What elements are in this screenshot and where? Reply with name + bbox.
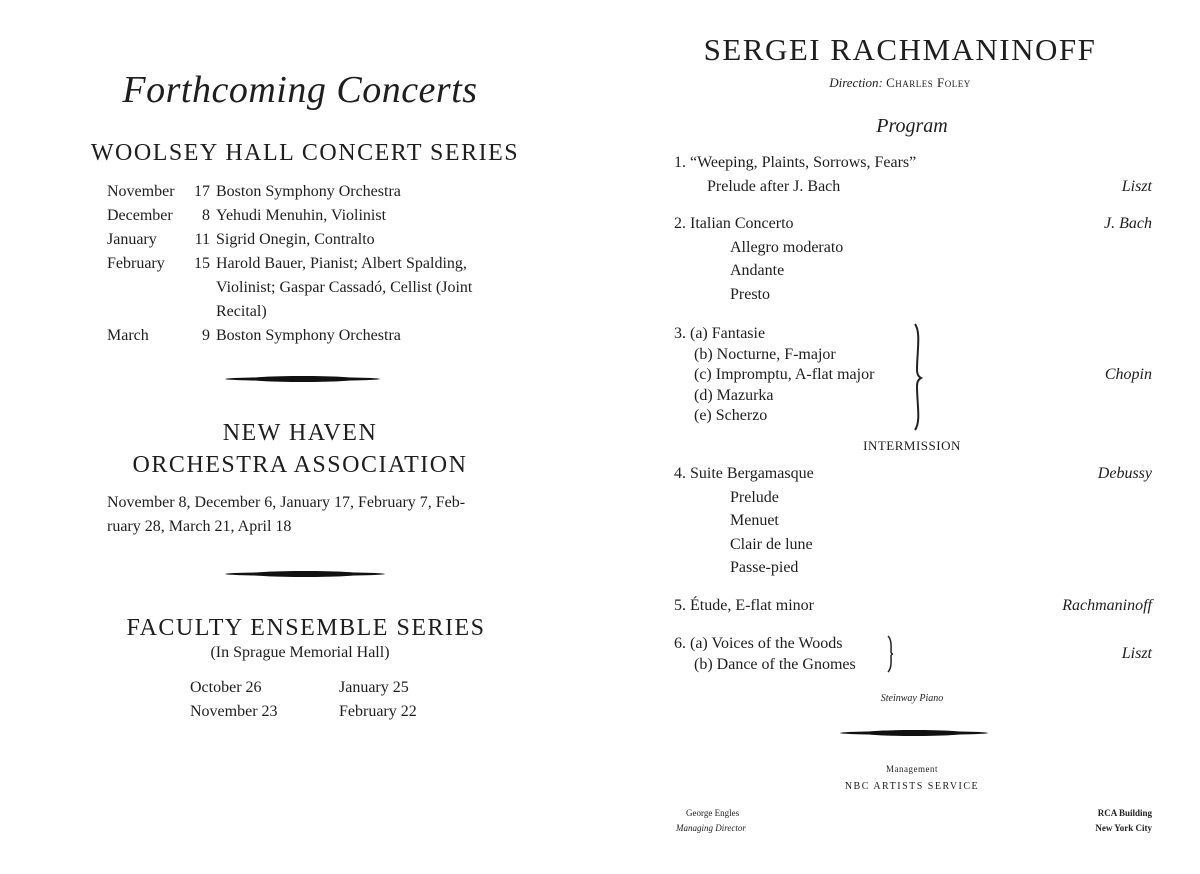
event-description-line: Recital) (216, 303, 267, 320)
faculty-ensemble-heading: FACULTY ENSEMBLE SERIES (126, 615, 486, 641)
woolsey-event (107, 228, 527, 252)
program-item-line (674, 633, 1152, 662)
director-title: Managing Director (676, 823, 746, 833)
program-item-title (674, 462, 1152, 486)
woolsey-event (107, 324, 527, 348)
faculty-date: February 22 (339, 703, 417, 720)
direction-name: Charles Foley (886, 75, 971, 90)
program-item-line-text: 6. (a) Voices of the Woods (674, 635, 843, 652)
event-month: January (107, 231, 157, 248)
program-item-title-text: 4. Suite Bergamasque (674, 465, 814, 482)
program-item-line: (d) Mazurka (694, 386, 774, 404)
composer-name: Liszt (1121, 645, 1152, 662)
composer-name: Rachmaninoff (1062, 597, 1152, 614)
program-heading: Program (876, 115, 948, 137)
event-description-line: Harold Bauer, Pianist; Albert Spalding, (216, 255, 467, 272)
program-item-line-text: (c) Impromptu, A-flat major (694, 366, 875, 383)
event-day: 9 (202, 327, 210, 344)
event-day: 11 (194, 231, 210, 248)
woolsey-event (107, 204, 527, 228)
right-page (600, 0, 1200, 874)
new-haven-dates (107, 491, 507, 539)
event-description-line: Violinist; Gaspar Cassadó, Cellist (Joint (216, 279, 473, 296)
footer-right (1095, 806, 1152, 836)
event-description (210, 252, 527, 324)
section-divider (840, 731, 988, 735)
address-line: RCA Building (1097, 808, 1152, 818)
event-description: Boston Symphony Orchestra (216, 327, 401, 344)
direction-label: Direction: (829, 75, 883, 90)
movement: Andante (730, 262, 785, 279)
program-item-1 (674, 151, 1152, 198)
event-description: Boston Symphony Orchestra (216, 183, 401, 200)
woolsey-event (107, 252, 527, 324)
movement: Prelude (730, 488, 779, 506)
event-description: Sigrid Onegin, Contralto (216, 231, 375, 248)
composer-name: J. Bach (1104, 215, 1152, 232)
composer-name: Liszt (1121, 177, 1152, 195)
program-item-2 (674, 212, 1152, 306)
program-item-subtitle (674, 175, 1152, 199)
event-description: Yehudi Menuhin, Violinist (216, 207, 387, 224)
faculty-date: October 26 (190, 679, 262, 696)
section-divider (225, 377, 380, 381)
program-item-title-text: 2. Italian Concerto (674, 215, 794, 232)
event-month: February (107, 255, 165, 272)
faculty-dates-col (190, 676, 278, 724)
faculty-date: November 23 (190, 703, 278, 720)
movement: Passe-pied (730, 559, 799, 576)
new-haven-heading-line2: ORCHESTRA ASSOCIATION (132, 452, 468, 478)
event-month: November (107, 183, 175, 200)
movement: Clair de lune (730, 535, 813, 553)
event-month: March (107, 327, 149, 344)
program-item-subtitle-text: Prelude after J. Bach (707, 177, 841, 195)
management-name: NBC ARTISTS SERVICE (844, 781, 980, 792)
director-name: George Engles (686, 808, 740, 818)
program-item-line: (e) Scherzo (694, 407, 768, 424)
brace-icon (884, 634, 896, 674)
composer-name: Chopin (1104, 366, 1152, 383)
composer-name: Debussy (1097, 465, 1152, 482)
movement: Menuet (730, 512, 779, 529)
piano-credit: Steinway Piano (880, 693, 944, 704)
new-haven-heading-line1: NEW HAVEN (222, 420, 378, 446)
program-item-line: (b) Nocturne, F-major (694, 345, 836, 363)
event-month: December (107, 207, 173, 224)
new-haven-dates-line: November 8, December 6, January 17, February 7, Feb- (107, 494, 466, 511)
faculty-dates-col (339, 676, 417, 724)
event-day: 8 (202, 207, 210, 224)
program-item-title: 1. “Weeping, Plaints, Sorrows, Fears” (674, 154, 917, 171)
new-haven-dates-line: ruary 28, March 21, April 18 (107, 518, 292, 535)
direction-line (600, 75, 1200, 91)
faculty-ensemble-subheading: (In Sprague Memorial Hall) (210, 644, 390, 661)
movement: Presto (730, 285, 770, 303)
section-divider (225, 572, 385, 576)
program-item-title (674, 212, 1152, 236)
forthcoming-concerts-title: Forthcoming Concerts (122, 69, 478, 111)
program-item-4 (674, 462, 1152, 580)
woolsey-hall-heading: WOOLSEY HALL CONCERT SERIES (90, 140, 520, 166)
program-item-5 (674, 594, 1152, 618)
woolsey-event (107, 180, 527, 204)
event-day: 17 (194, 183, 210, 200)
event-day: 15 (194, 255, 210, 272)
management-label: Management (886, 764, 938, 774)
brace-icon (905, 322, 925, 432)
program-item-title-text: 5. Étude, E-flat minor (674, 597, 814, 614)
program-item-line: (b) Dance of the Gnomes (694, 656, 856, 673)
intermission-label: INTERMISSION (863, 438, 961, 453)
address-line: New York City (1095, 823, 1152, 833)
program-item-6 (674, 633, 1152, 675)
program-item-title (674, 594, 1152, 618)
artist-name: SERGEI RACHMANINOFF (703, 32, 1097, 67)
footer-left (676, 806, 746, 836)
movement: Allegro moderato (730, 238, 844, 256)
program-item-line: 3. (a) Fantasie (674, 325, 766, 342)
faculty-date: January 25 (339, 679, 409, 696)
woolsey-event-list (107, 180, 527, 348)
